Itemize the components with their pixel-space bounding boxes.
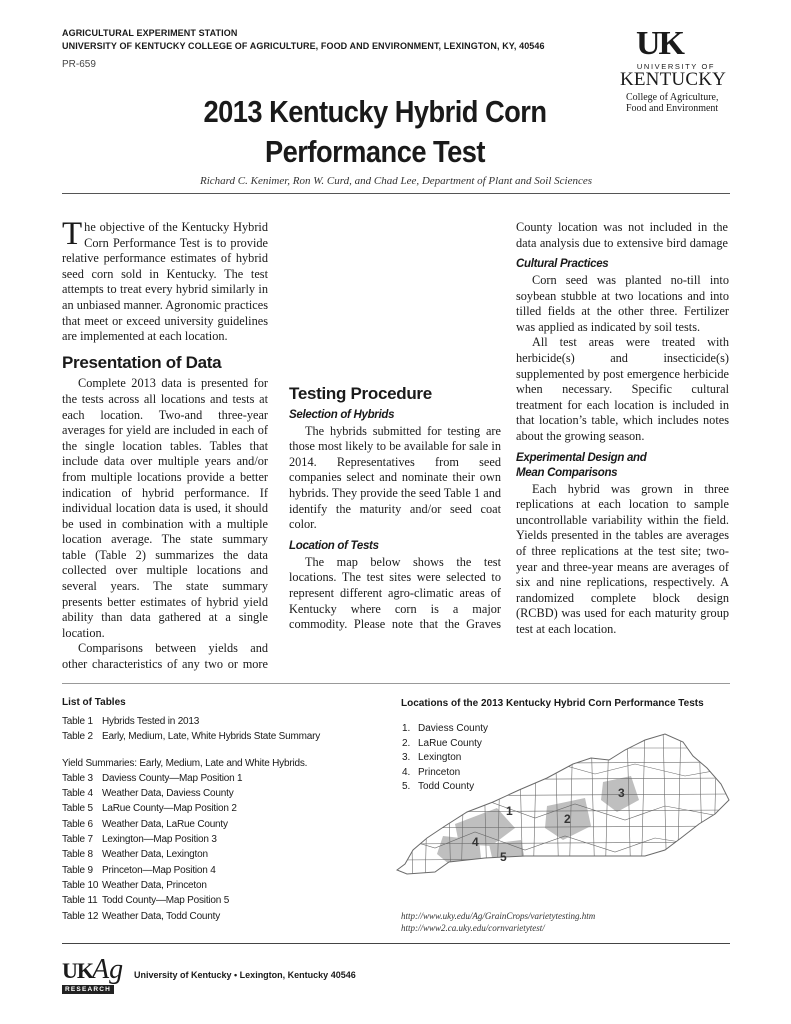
table-number: Table 9 bbox=[62, 864, 93, 876]
url-variety-testing[interactable]: http://www.uky.edu/Ag/GrainCrops/varietytesting.htm bbox=[401, 911, 596, 921]
intro-text: he objective of the Kentucky Hybrid Corn Performance Test is to provide relative performance estimates of hybrid seed corn sold in Kentucky. The test attempts to treat every hybrid similarly in an unbiased manner. Agronomic practices that meet or exceed university guidelines are implemented at each location. bbox=[62, 220, 268, 344]
table-number: Table 4 bbox=[62, 788, 93, 800]
table-list-item bbox=[62, 771, 382, 786]
table-number: Table 11 bbox=[62, 895, 98, 907]
drop-cap: T bbox=[62, 216, 83, 252]
table-description: Weather Data, Lexington bbox=[102, 849, 208, 861]
table-list-group-1 bbox=[62, 714, 382, 745]
cultural-paragraph-2: All test areas were treated with herbicide(s) and insecticide(s) supplemented by post emergence herbicide when necessary. Specific cultural treatment for each location is included in that location’s table, which includes notes about the growing season. bbox=[516, 335, 729, 443]
county-grid bbox=[395, 728, 730, 888]
map-marker-1: 1 bbox=[506, 804, 513, 818]
table-description: Daviess County—Map Position 1 bbox=[102, 772, 243, 784]
footer-divider bbox=[62, 943, 730, 944]
logo-college-line1: College of Agriculture, bbox=[626, 92, 719, 103]
location-paragraph-cont bbox=[516, 220, 729, 251]
footer-address: University of Kentucky • Lexington, Kentucky 40546 bbox=[134, 970, 356, 980]
table-list-item bbox=[62, 801, 382, 816]
column-1 bbox=[62, 216, 268, 672]
heading-cultural: Cultural Practices bbox=[516, 258, 609, 270]
title-line-1: 2013 Kentucky Hybrid Corn bbox=[203, 94, 547, 129]
table-number: Table 1 bbox=[62, 716, 93, 727]
cultural-paragraph-1: Corn seed was planted no-till into soybean stubble at two locations and into tilled fields at the other three. Fertilizer was applied as indicated by soil tests. bbox=[516, 273, 729, 334]
location-number: 1. bbox=[402, 723, 411, 734]
map-marker-4: 4 bbox=[472, 835, 479, 849]
location-number: 2. bbox=[402, 737, 411, 749]
table-number: Table 7 bbox=[62, 834, 93, 846]
location-name: Lexington bbox=[418, 752, 462, 764]
table-description: Weather Data, Daviess County bbox=[102, 788, 234, 800]
presentation-paragraph-1: Complete 2013 data is presented for the tests across all locations and tests at each location. Two-and three-year averages for yield are included in each of the single location tables. Tables that include data over multiple years and/or from multiple locations provide a better indication of hybrid performance. If individual location data is used, it should be used in combination with a multiple location average. The state summary table (Table 2) summarizes the data collected over multiple locations and several years. The state summary presents better estimates of hybrid yield ability than data gathered at a single location. bbox=[62, 376, 268, 640]
table-list-group-2 bbox=[62, 771, 382, 924]
logo-college bbox=[626, 92, 732, 114]
title-line-2: Performance Test bbox=[265, 134, 485, 169]
map-marker-5: 5 bbox=[500, 850, 507, 864]
heading-experimental-line2: Mean Comparisons bbox=[516, 466, 618, 479]
table-number: Table 5 bbox=[62, 803, 93, 815]
presentation-paragraph-2: Comparisons between yields and other characteristics of any two or more bbox=[62, 641, 268, 672]
publication-number: PR-659 bbox=[62, 59, 96, 70]
list-of-tables-title: List of Tables bbox=[62, 697, 126, 708]
table-list-item bbox=[62, 893, 382, 908]
table-list-item bbox=[62, 878, 382, 893]
heading-experimental-line1: Experimental Design and bbox=[516, 451, 647, 464]
table-number: Table 3 bbox=[62, 772, 93, 784]
table-list-item bbox=[62, 714, 382, 729]
presentation-paragraph-2-cont bbox=[289, 220, 501, 376]
kentucky-map bbox=[395, 728, 730, 888]
table-list-item bbox=[62, 817, 382, 832]
heading-testing-procedure: Testing Procedure bbox=[289, 384, 432, 403]
table-list-item bbox=[62, 863, 382, 878]
table-description: Lexington—Map Position 3 bbox=[102, 834, 217, 846]
heading-location: Location of Tests bbox=[289, 539, 379, 552]
location-name: Princeton bbox=[418, 766, 461, 778]
location-name: Daviess County bbox=[418, 723, 489, 734]
logo-university-of: UNIVERSITY OF bbox=[636, 62, 716, 71]
heading-selection: Selection of Hybrids bbox=[289, 408, 395, 421]
url-corn-variety-test[interactable]: http://www2.ca.uky.edu/cornvarietytest/ bbox=[401, 923, 545, 933]
footer-logo-ag: Ag bbox=[92, 954, 124, 985]
table-description: Weather Data, Princeton bbox=[102, 879, 207, 891]
yield-summaries-subheading: Yield Summaries: Early, Medium, Late and White Hybrids. bbox=[62, 757, 308, 769]
page-title bbox=[168, 92, 582, 172]
heading-experimental bbox=[516, 451, 729, 481]
station-name: AGRICULTURAL EXPERIMENT STATION bbox=[62, 28, 238, 38]
ukag-research-logo bbox=[62, 954, 130, 998]
footer-logo-research: RESEARCH bbox=[62, 985, 114, 994]
table-description: Princeton—Map Position 4 bbox=[102, 864, 216, 876]
table-number: Table 10 bbox=[62, 879, 99, 891]
experimental-paragraph: Each hybrid was grown in three replications at each location to sample uncontrollable variability within the field. Yields presented in the tables are averages of three replications at the test site; two-year and three-year means are averages of six and nine replications, respectively. A randomized complete block design (RCBD) was used for each maturity group test at each location. bbox=[516, 481, 729, 636]
title-divider bbox=[62, 193, 730, 194]
table-description: Todd County—Map Position 5 bbox=[102, 895, 230, 907]
table-list-item bbox=[62, 832, 382, 847]
location-paragraph: The map below shows the test locations. The test sites were selected to represent different agro-climatic areas of Kentucky where corn is a major commodity. Please note that the Graves bbox=[289, 554, 501, 632]
column-2 bbox=[289, 220, 501, 633]
location-number: 3. bbox=[402, 752, 411, 764]
table-description: Weather Data, LaRue County bbox=[102, 818, 228, 830]
intro-paragraph bbox=[62, 216, 268, 345]
logo-kentucky: KENTUCKY bbox=[619, 69, 727, 90]
map-title: Locations of the 2013 Kentucky Hybrid Corn Performance Tests bbox=[401, 698, 704, 709]
uk-logo-mark: UK bbox=[636, 25, 683, 62]
table-list-item bbox=[62, 729, 382, 744]
selection-paragraph: The hybrids submitted for testing are those most likely to be available for sale in 2014. Representatives from seed companies select and nominate their own hybrids. They provide the seed Table 1 and identify the maturity and/or seed coat color. bbox=[289, 423, 501, 532]
table-number: Table 2 bbox=[62, 731, 93, 743]
map-marker-2: 2 bbox=[564, 812, 571, 826]
table-number: Table 12 bbox=[62, 910, 99, 922]
location-number: 4. bbox=[402, 766, 411, 778]
table-number: Table 6 bbox=[62, 818, 93, 830]
location-name: LaRue County bbox=[418, 737, 482, 749]
table-list-item bbox=[62, 786, 382, 801]
table-list-item bbox=[62, 847, 382, 862]
url-list bbox=[401, 910, 595, 934]
uk-college-logo bbox=[612, 26, 732, 118]
location-number: 5. bbox=[402, 781, 411, 793]
table-description: Hybrids Tested in 2013 bbox=[102, 716, 200, 727]
table-number: Table 8 bbox=[62, 849, 93, 861]
logo-college-line2: Food and Environment bbox=[626, 103, 719, 114]
section-divider bbox=[62, 683, 730, 684]
table-description: Early, Medium, Late, White Hybrids State Summary bbox=[102, 731, 321, 743]
location-name: Todd County bbox=[418, 781, 475, 793]
university-line: UNIVERSITY OF KENTUCKY COLLEGE OF AGRICULTURE, FOOD AND ENVIRONMENT, LEXINGTON, KY, 40546 bbox=[62, 41, 545, 51]
authors: Richard C. Kenimer, Ron W. Curd, and Chad Lee, Department of Plant and Soil Sciences bbox=[200, 175, 592, 187]
table-description: Weather Data, Todd County bbox=[102, 910, 221, 922]
map-marker-3: 3 bbox=[618, 786, 625, 800]
heading-presentation: Presentation of Data bbox=[62, 352, 222, 372]
location-continued-text: County location was not included in the data analysis due to extensive bird damage bbox=[516, 220, 728, 250]
table-description: LaRue County—Map Position 2 bbox=[102, 803, 237, 815]
list-of-tables bbox=[62, 697, 382, 924]
footer-logo-uk: UK bbox=[62, 958, 93, 983]
column-3 bbox=[516, 220, 729, 637]
table-list-item bbox=[62, 909, 382, 924]
